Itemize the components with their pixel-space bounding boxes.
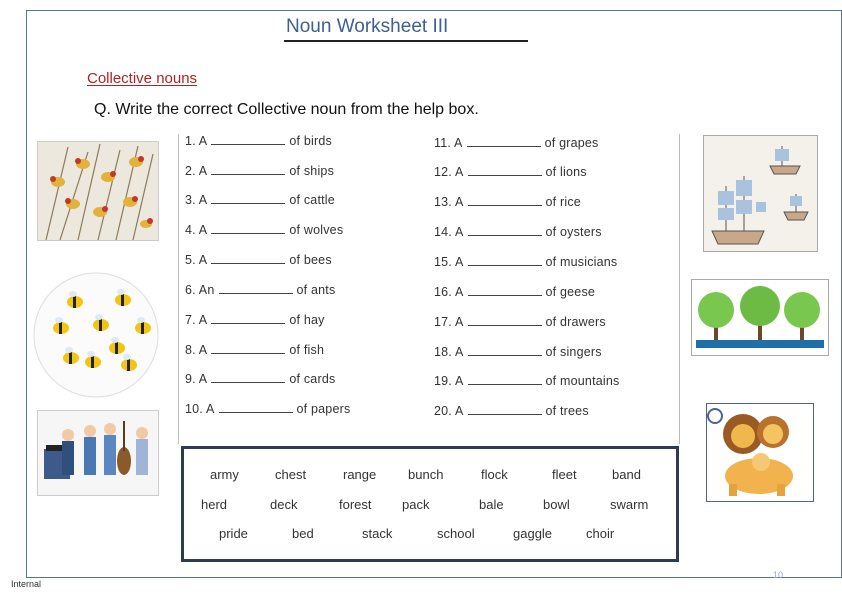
help-word: choir bbox=[586, 526, 615, 541]
exercise-item: 15. A of musicians bbox=[434, 255, 618, 269]
exercise-item: 3. A of cattle bbox=[185, 193, 335, 207]
musicians-illustration bbox=[37, 410, 159, 496]
help-word: bale bbox=[479, 497, 504, 512]
exercise-item: 14. A of oysters bbox=[434, 225, 602, 239]
help-word: gaggle bbox=[513, 526, 553, 541]
bees-illustration bbox=[33, 270, 159, 400]
help-box bbox=[181, 446, 679, 562]
help-word: flock bbox=[481, 467, 508, 482]
page-number: 10 bbox=[773, 570, 784, 580]
help-word: pack bbox=[402, 497, 430, 512]
exercise-item: 16. A of geese bbox=[434, 285, 596, 299]
exercise-item: 20. A of trees bbox=[434, 404, 589, 418]
exercise-item: 8. A of fish bbox=[185, 343, 325, 357]
help-word: herd bbox=[201, 497, 228, 512]
exercise-item: 10. A of papers bbox=[185, 402, 351, 416]
trees-illustration bbox=[691, 279, 829, 356]
question-text: Q. Write the correct Collective noun from the help box. bbox=[94, 101, 479, 118]
exercise-item: 18. A of singers bbox=[434, 345, 602, 359]
exercise-item: 4. A of wolves bbox=[185, 223, 344, 237]
help-word: deck bbox=[270, 497, 298, 512]
exercise-item: 9. A of cards bbox=[185, 372, 336, 386]
exercise-item: 5. A of bees bbox=[185, 253, 332, 267]
help-word: bowl bbox=[543, 497, 570, 512]
help-word: bunch bbox=[408, 467, 444, 482]
help-word: swarm bbox=[610, 497, 649, 512]
help-word: forest bbox=[339, 497, 372, 512]
exercise-item: 12. A of lions bbox=[434, 165, 587, 179]
help-word: band bbox=[612, 467, 641, 482]
help-word: stack bbox=[362, 526, 393, 541]
help-word: bed bbox=[292, 526, 314, 541]
exercise-item: 13. A of rice bbox=[434, 195, 581, 209]
help-word: army bbox=[210, 467, 239, 482]
internal-label: Internal bbox=[11, 579, 42, 589]
exercise-item: 1. A of birds bbox=[185, 134, 332, 148]
help-word: pride bbox=[219, 526, 248, 541]
exercise-item: 11. A of grapes bbox=[434, 136, 599, 150]
ships-illustration bbox=[703, 135, 818, 252]
help-word: chest bbox=[275, 467, 307, 482]
worksheet-panel bbox=[178, 134, 680, 444]
lions-illustration bbox=[706, 403, 814, 502]
exercise-item: 7. A of hay bbox=[185, 313, 325, 327]
help-word: range bbox=[343, 467, 377, 482]
title-underline bbox=[284, 40, 528, 42]
exercise-item: 6. An of ants bbox=[185, 283, 336, 297]
help-word: fleet bbox=[552, 467, 577, 482]
exercise-item: 19. A of mountains bbox=[434, 374, 620, 388]
exercise-item: 2. A of ships bbox=[185, 164, 335, 178]
page-title: Noun Worksheet III bbox=[286, 16, 449, 37]
help-word: school bbox=[437, 526, 475, 541]
exercise-item: 17. A of drawers bbox=[434, 315, 606, 329]
subtitle: Collective nouns bbox=[87, 70, 198, 87]
birds-illustration bbox=[37, 141, 159, 241]
